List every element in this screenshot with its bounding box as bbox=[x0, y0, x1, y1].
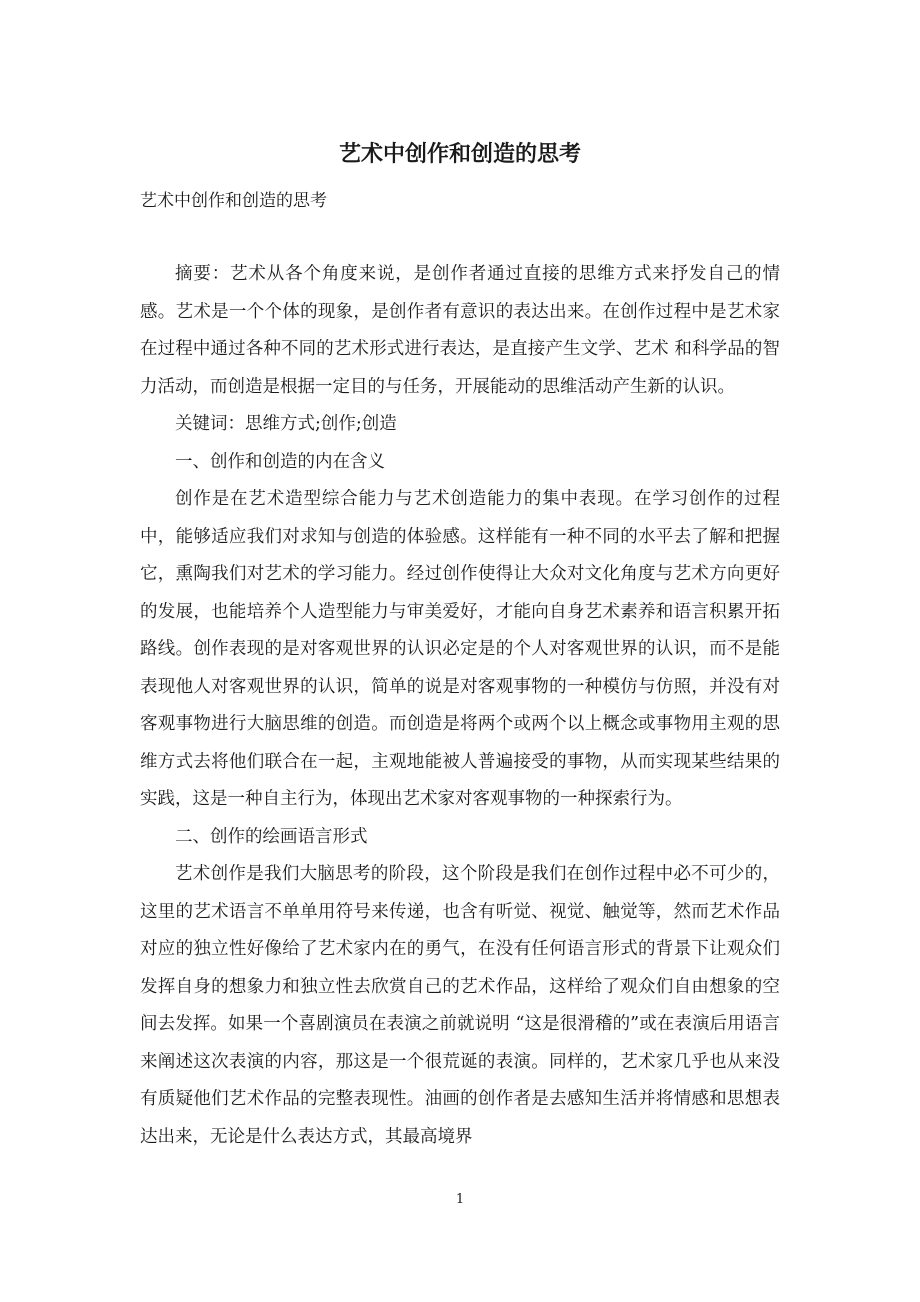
page-number: 1 bbox=[455, 1192, 465, 1207]
document-body bbox=[140, 256, 780, 1156]
body-paragraph: 艺术创作是我们大脑思考的阶段，这个阶段是我们在创作过程中必不可少的，这里的艺术语言不单单用符号来传递，也含有听觉、视觉、触觉等，然而艺术作品对应的独立性好像给了艺术家内在的勇气，在没有任何语言形式的背景下让观众们发挥自身的想象力和独立性去欣赏自己的艺术作品，这样给了观众们自由想象的空间去发挥。如果一个喜剧演员在表演之前就说明 “这是很滑稽的”或在表演后用语言来阐述这次表演的内容，那这是一个很荒诞的表演。同样的，艺术家几乎也从来没有质疑他们艺术作品的完整表现性。油画的创作者是去感知生活并将情感和思想表达出来，无论是什么表达方式，其最高境界 bbox=[140, 864, 780, 1147]
section-heading-1: 一、创作和创造的内在含义 bbox=[175, 451, 385, 472]
body-paragraph: 创作是在艺术造型综合能力与艺术创造能力的集中表现。在学习创作的过程中，能够适应我们对求知与创造的体验感。这样能有一种不同的水平去了解和把握它，熏陶我们对艺术的学习能力。经过创作使得让大众对文化角度与艺术方向更好的发展，也能培养个人造型能力与审美爱好，才能向自身艺术素养和语言积累开拓路线。创作表现的是对客观世界的认识必定是的个人对客观世界的认识，而不是能表现他人对客观世界的认识，简单的说是对客观事物的一种模仿与仿照，并没有对客观事物进行大脑思维的创造。而创造是将两个或两个以上概念或事物用主观的思维方式去将他们联合在一起，主观地能被人普遍接受的事物，从而实现某些结果的实践，这是一种自主行为，体现出艺术家对客观事物的一种探索行为。 bbox=[140, 489, 780, 809]
page-title: 艺术中创作和创造的思考 bbox=[338, 142, 581, 167]
section-heading-2: 二、创作的绘画语言形式 bbox=[175, 826, 368, 847]
document-subtitle: 艺术中创作和创造的思考 bbox=[140, 191, 327, 211]
abstract-paragraph: 摘要：艺术从各个角度来说，是创作者通过直接的思维方式来抒发自己的情感。艺术是一个个体的现象，是创作者有意识的表达出来。在创作过程中是艺术家在过程中通过各种不同的艺术形式进行表达，是直接产生文学、艺术 和科学品的智力活动，而创造是根据一定目的与任务，开展能动的思维活动产生新的认识。 bbox=[140, 264, 780, 397]
keywords-line: 关键词：思维方式;创作;创造 bbox=[175, 414, 397, 434]
